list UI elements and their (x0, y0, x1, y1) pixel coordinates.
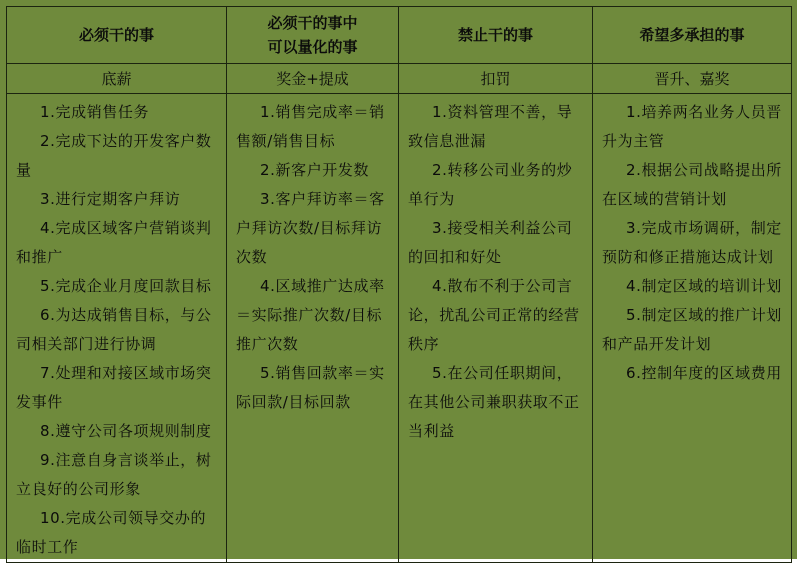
list-item: 2.转移公司业务的炒单行为 (408, 161, 573, 208)
responsibility-table (6, 6, 792, 563)
list-quantifiable (227, 94, 399, 563)
subheader-cell-promotion (593, 64, 792, 94)
header-cell-quantifiable (227, 7, 399, 64)
list-item: 5.制定区域的推广计划和产品开发计划 (602, 306, 782, 353)
header-cell-prohibited (399, 7, 593, 64)
list-prohibited (399, 94, 593, 563)
list-item: 4.区域推广达成率＝实际推广次数/目标推广次数 (236, 277, 385, 353)
list-item: 1.完成销售任务 (40, 103, 150, 121)
header-quantifiable-line2: 可以量化的事 (267, 38, 358, 56)
subheader-bonus: 奖金+提成 (276, 70, 349, 88)
list-item: 4.散布不利于公司言论，扰乱公司正常的经营秩序 (408, 277, 580, 353)
list-item: 2.根据公司战略提出所在区域的营销计划 (602, 161, 782, 208)
list-extra (593, 94, 792, 563)
list-item: 8.遵守公司各项规则制度 (40, 422, 212, 440)
header-extra: 希望多承担的事 (639, 26, 745, 44)
header-cell-extra (593, 7, 792, 64)
list-item: 5.完成企业月度回款目标 (40, 277, 212, 295)
list-item: 4.制定区域的培训计划 (626, 277, 782, 295)
list-item: 6.为达成销售目标，与公司相关部门进行协调 (16, 306, 212, 353)
list-item: 1.资料管理不善，导致信息泄漏 (408, 103, 573, 150)
header-row (7, 7, 792, 64)
list-item: 7.处理和对接区域市场突发事件 (16, 364, 212, 411)
subheader-row (7, 64, 792, 94)
subheader-cell-base-salary (7, 64, 227, 94)
list-item: 5.在公司任职期间，在其他公司兼职获取不正当利益 (408, 364, 580, 440)
header-quantifiable-line1: 必须干的事中 (267, 14, 358, 32)
list-item: 5.销售回款率＝实际回款/目标回款 (236, 364, 385, 411)
list-must-do (7, 94, 227, 563)
header-prohibited: 禁止干的事 (457, 26, 533, 44)
list-item: 3.进行定期客户拜访 (40, 190, 181, 208)
list-item: 9.注意自身言谈举止，树立良好的公司形象 (16, 451, 212, 498)
list-item: 1.销售完成率＝销售额/销售目标 (236, 103, 385, 150)
header-cell-must-do (7, 7, 227, 64)
list-item: 3.完成市场调研，制定预防和修正措施达成计划 (602, 219, 782, 266)
subheader-cell-penalty (399, 64, 593, 94)
subheader-penalty: 扣罚 (480, 70, 511, 88)
list-item: 3.接受相关利益公司的回扣和好处 (408, 219, 573, 266)
list-item: 1.培养两名业务人员晋升为主管 (602, 103, 782, 150)
subheader-cell-bonus (227, 64, 399, 94)
list-item: 2.新客户开发数 (260, 161, 370, 179)
list-item: 6.控制年度的区域费用 (626, 364, 782, 382)
list-item: 10.完成公司领导交办的临时工作 (16, 509, 207, 556)
body-row (7, 94, 792, 563)
subheader-promotion: 晋升、嘉奖 (654, 70, 730, 88)
subheader-base-salary: 底薪 (101, 70, 132, 88)
list-item: 4.完成区域客户营销谈判和推广 (16, 219, 212, 266)
list-item: 2.完成下达的开发客户数量 (16, 132, 212, 179)
list-item: 3.客户拜访率＝客户拜访次数/目标拜访次数 (236, 190, 385, 266)
header-must-do: 必须干的事 (78, 26, 154, 44)
